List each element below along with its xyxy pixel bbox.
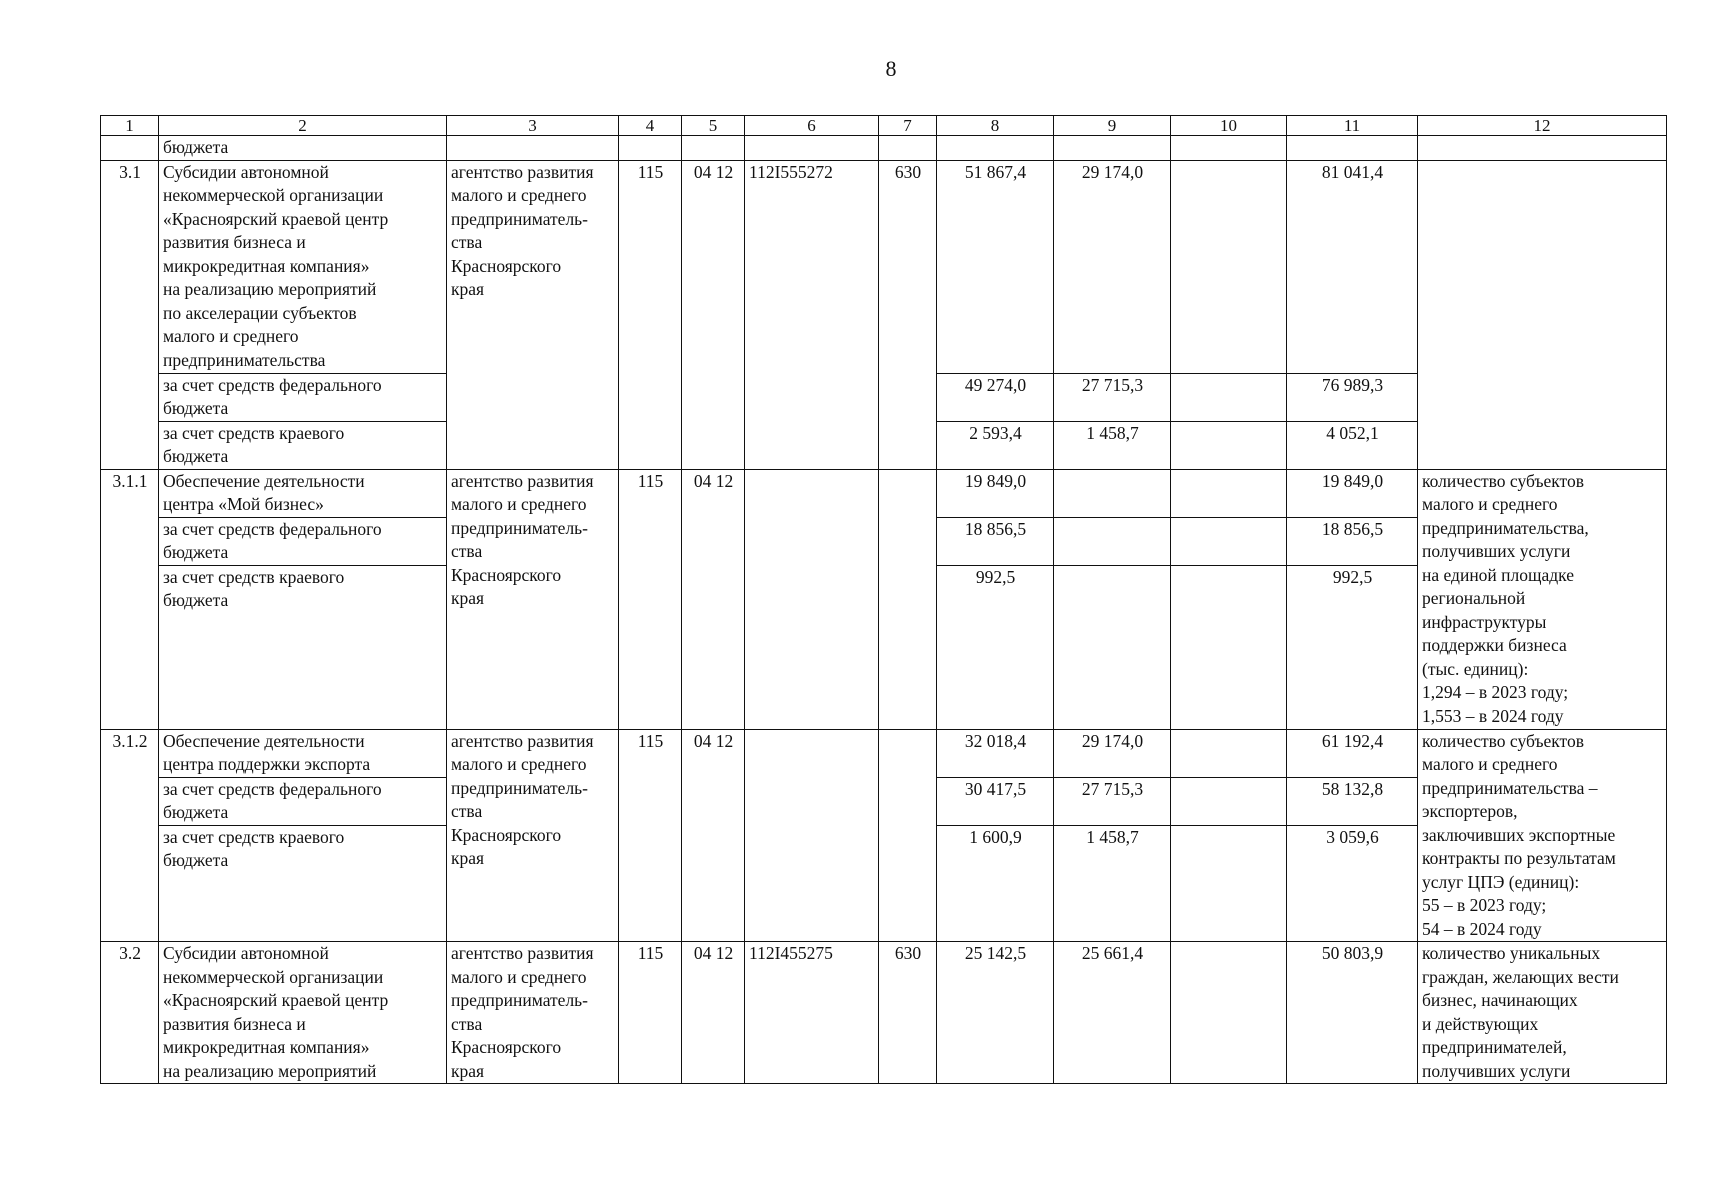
row-number: 3.1 [101,160,159,469]
regional-col-9: 1 458,7 [1054,421,1171,469]
regional-col-9: 1 458,7 [1054,825,1171,941]
federal-col-9: 27 715,3 [1054,373,1171,421]
col-header-6: 6 [745,116,879,136]
value-col-11: 50 803,9 [1287,942,1418,1084]
row-agency: агентство развития малого и среднего предприниматель- ства Красноярского края [447,942,619,1084]
col-header-7: 7 [879,116,937,136]
row-agency: агентство развития малого и среднего предприниматель- ства Красноярского края [447,469,619,729]
row-name: Обеспечение деятельности центра «Мой бизнес» [159,469,447,517]
value-col-11: 61 192,4 [1287,729,1418,777]
table-row-3-1-2 [101,729,1667,777]
row-code-7: 630 [879,942,937,1084]
table-row-3-1 [101,160,1667,373]
federal-col-11: 76 989,3 [1287,373,1418,421]
col-header-9: 9 [1054,116,1171,136]
row-code-4: 115 [619,160,682,469]
row-code-4: 115 [619,942,682,1084]
row-code-6: 112I555272 [745,160,879,469]
regional-col-8: 992,5 [937,565,1054,729]
row-code-4: 115 [619,469,682,729]
row-number: 3.1.1 [101,469,159,729]
regional-col-8: 1 600,9 [937,825,1054,941]
budget-table [100,115,1667,1084]
federal-col-9: 27 715,3 [1054,777,1171,825]
federal-label: за счет средств федерального бюджета [159,777,447,825]
row-code-5: 04 12 [682,160,745,469]
row-indicator: количество субъектов малого и среднего предпринимательства, получивших услуги на единой площадке региональной инфраструктуры поддержки бизнеса (тыс. единиц): 1,294 – в 2023 году; 1,553 – в 2024 году [1418,469,1667,729]
value-col-8: 51 867,4 [937,160,1054,373]
federal-col-8: 49 274,0 [937,373,1054,421]
col-header-10: 10 [1171,116,1287,136]
col-header-1: 1 [101,116,159,136]
row-indicator: количество уникальных граждан, желающих вести бизнес, начинающих и действующих предпринимателей, получивших услуги [1418,942,1667,1084]
row-number: 3.2 [101,942,159,1084]
col-header-4: 4 [619,116,682,136]
row-name: Субсидии автономной некоммерческой организации «Красноярский краевой центр развития бизнеса и микрокредитная компания» на реализацию мероприятий по акселерации субъектов малого и среднего предпринимательства [159,160,447,373]
row-name: Субсидии автономной некоммерческой организации «Красноярский краевой центр развития бизнеса и микрокредитная компания» на реализацию мероприятий [159,942,447,1084]
regional-label: за счет средств краевого бюджета [159,825,447,941]
page-number: 8 [885,56,897,81]
value-col-8: 25 142,5 [937,942,1054,1084]
column-number-row [101,116,1667,136]
row-code-5: 04 12 [682,942,745,1084]
federal-col-8: 18 856,5 [937,517,1054,565]
federal-col-11: 58 132,8 [1287,777,1418,825]
regional-col-8: 2 593,4 [937,421,1054,469]
continuation-label: бюджета [159,136,447,161]
table-row-3-1-1 [101,469,1667,517]
row-code-4: 115 [619,729,682,942]
regional-col-11: 4 052,1 [1287,421,1418,469]
table-row-3-2 [101,942,1667,1084]
value-col-9: 25 661,4 [1054,942,1171,1084]
value-col-9: 29 174,0 [1054,729,1171,777]
row-code-5: 04 12 [682,729,745,942]
col-header-2: 2 [159,116,447,136]
regional-col-11: 992,5 [1287,565,1418,729]
col-header-5: 5 [682,116,745,136]
regional-col-11: 3 059,6 [1287,825,1418,941]
row-code-5: 04 12 [682,469,745,729]
row-name: Обеспечение деятельности центра поддержки экспорта [159,729,447,777]
value-col-8: 19 849,0 [937,469,1054,517]
value-col-11: 81 041,4 [1287,160,1418,373]
row-agency: агентство развития малого и среднего предприниматель- ства Красноярского края [447,729,619,942]
federal-col-11: 18 856,5 [1287,517,1418,565]
col-header-8: 8 [937,116,1054,136]
col-header-12: 12 [1418,116,1667,136]
row-number: 3.1.2 [101,729,159,942]
federal-label: за счет средств федерального бюджета [159,373,447,421]
row-code-6: 112I455275 [745,942,879,1084]
regional-label: за счет средств краевого бюджета [159,421,447,469]
value-col-8: 32 018,4 [937,729,1054,777]
row-indicator: количество субъектов малого и среднего предпринимательства – экспортеров, заключивших экспортные контракты по результатам услуг ЦПЭ (единиц): 55 – в 2023 году; 54 – в 2024 году [1418,729,1667,942]
continuation-row [101,136,1667,161]
federal-label: за счет средств федерального бюджета [159,517,447,565]
value-col-9: 29 174,0 [1054,160,1171,373]
row-agency: агентство развития малого и среднего предприниматель- ства Красноярского края [447,160,619,469]
value-col-11: 19 849,0 [1287,469,1418,517]
col-header-11: 11 [1287,116,1418,136]
row-code-7: 630 [879,160,937,469]
regional-label: за счет средств краевого бюджета [159,565,447,729]
federal-col-8: 30 417,5 [937,777,1054,825]
col-header-3: 3 [447,116,619,136]
